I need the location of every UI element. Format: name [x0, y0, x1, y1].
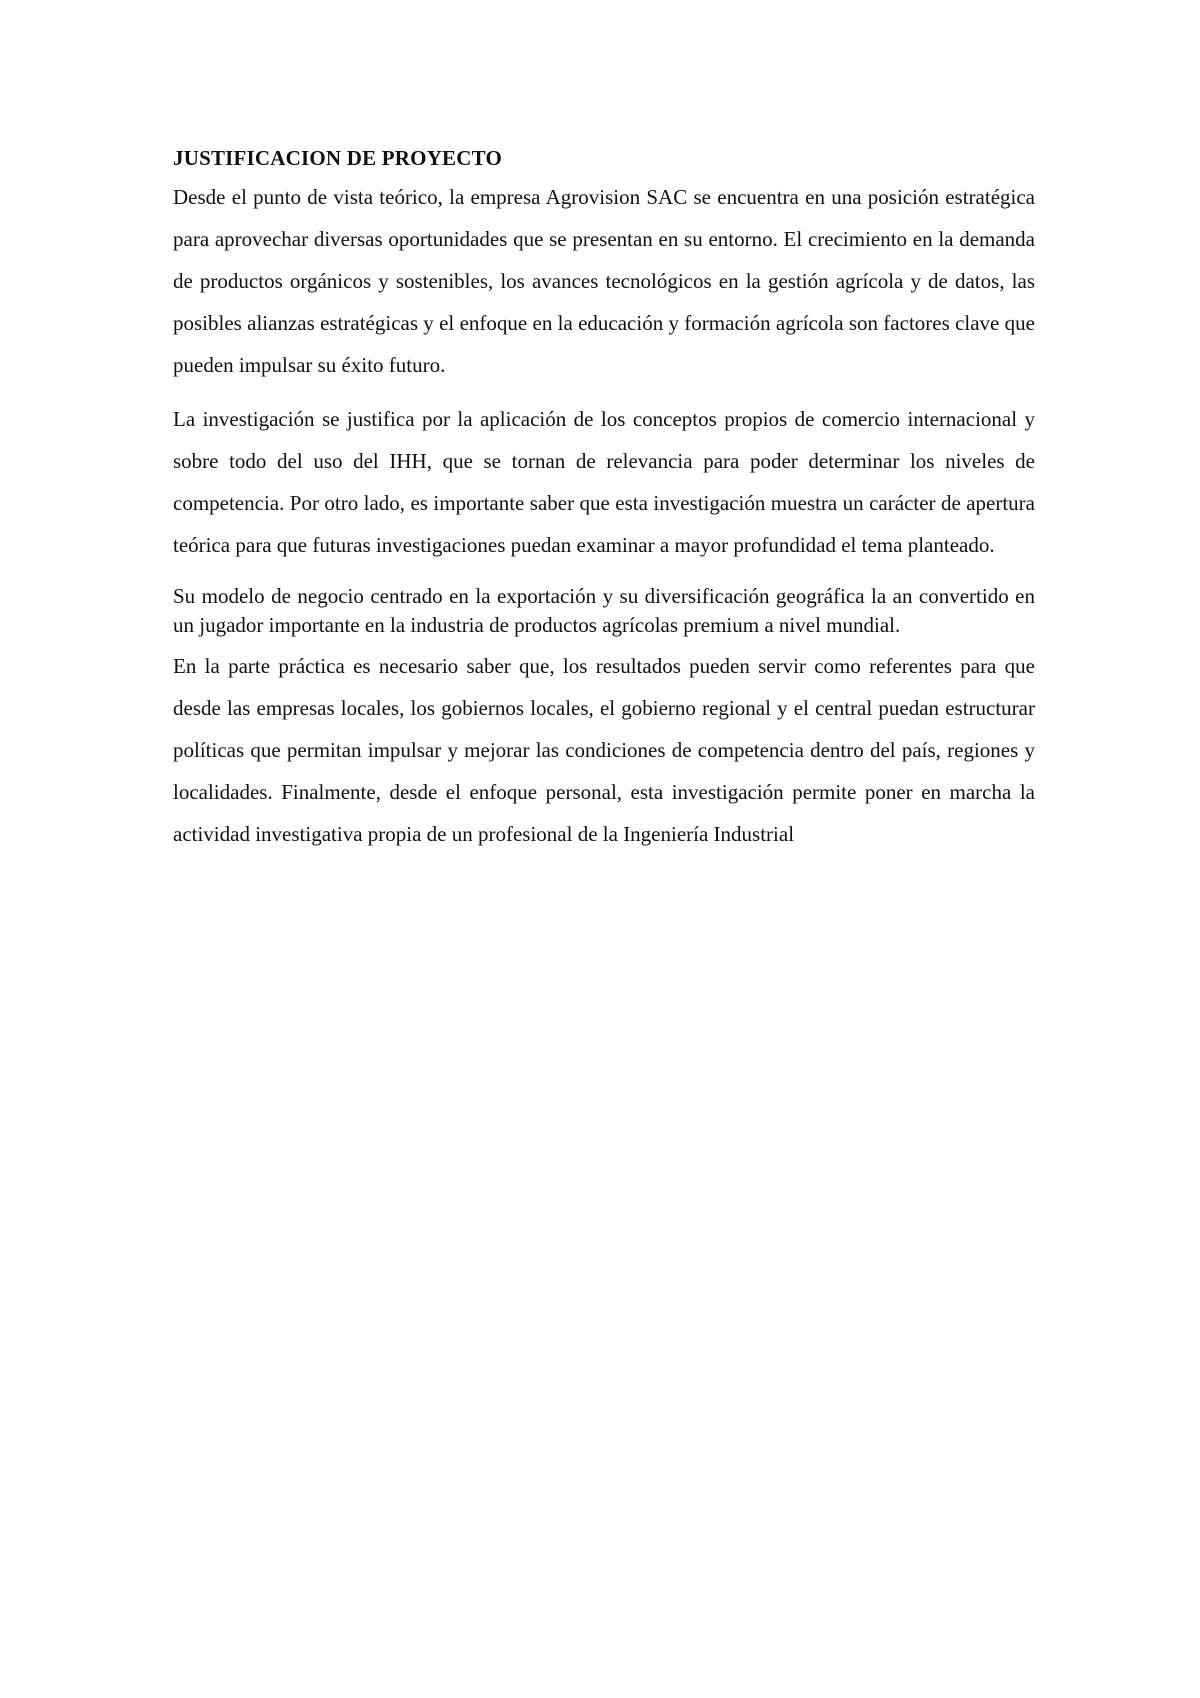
paragraph-theoretical: Desde el punto de vista teórico, la empresa Agrovision SAC se encuentra en una posición estratégica para aprovechar diversas oportunidades que se presentan en su entorno. El crecimiento en la demanda de productos orgánicos y sostenibles, los avances tecnológicos en la gestión agrícola y de datos, las posibles alianzas estratégicas y el enfoque en la educación y formación agrícola son factores clave que pueden impulsar su éxito futuro.	[173, 185, 1035, 377]
document-body	[173, 142, 1035, 855]
paragraph-practical: En la parte práctica es necesario saber que, los resultados pueden servir como referentes para que desde las empresas locales, los gobiernos locales, el gobierno regional y el central puedan estructurar políticas que permitan impulsar y mejorar las condiciones de competencia dentro del país, regiones y localidades. Finalmente, desde el enfoque personal, esta investigación permite poner en marcha la actividad investigativa propia de un profesional de la Ingeniería Industrial	[173, 654, 1035, 846]
paragraph-research-justification: La investigación se justifica por la aplicación de los conceptos propios de comercio internacional y sobre todo del uso del IHH, que se tornan de relevancia para poder determinar los niveles de competencia. Por otro lado, es importante saber que esta investigación muestra un carácter de apertura teórica para que futuras investigaciones puedan examinar a mayor profundidad el tema planteado.	[173, 407, 1035, 557]
paragraph-business-model: Su modelo de negocio centrado en la exportación y su diversificación geográfica la an convertido en un jugador importante en la industria de productos agrícolas premium a nivel mundial.	[173, 584, 1035, 637]
document-title: JUSTIFICACION DE PROYECTO	[173, 146, 502, 170]
